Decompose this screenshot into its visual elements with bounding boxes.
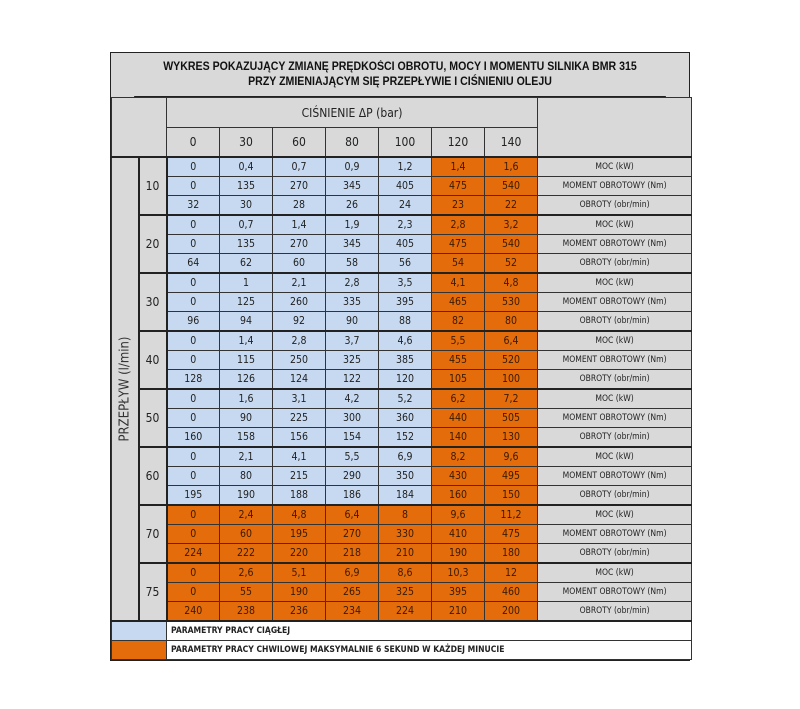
title-line-2: PRZY ZMIENIAJĄCYM SIĘ PRZEPŁYWIE I CIŚNIENIU OLEJU — [248, 75, 552, 88]
value-cell: 135 — [220, 235, 273, 254]
value-cell: 4,6 — [379, 331, 432, 351]
value-cell: 0,7 — [273, 157, 326, 177]
table-row — [112, 505, 692, 525]
value-cell: 6,4 — [485, 331, 538, 351]
value-cell: 88 — [379, 312, 432, 332]
pressure-col-header: 140 — [485, 128, 538, 158]
value-cell: 5,5 — [432, 331, 485, 351]
value-cell: 0 — [167, 505, 220, 525]
value-cell: 152 — [379, 428, 432, 448]
label-header-blank — [538, 98, 692, 158]
value-cell: 265 — [326, 583, 379, 602]
value-cell: 234 — [326, 602, 379, 622]
table-row — [112, 235, 692, 254]
value-cell: 1,6 — [220, 389, 273, 409]
value-cell: 186 — [326, 486, 379, 506]
value-cell: 1,2 — [379, 157, 432, 177]
value-cell: 225 — [273, 409, 326, 428]
value-cell: 56 — [379, 254, 432, 274]
value-cell: 224 — [379, 602, 432, 622]
row-label: MOC (kW) — [538, 215, 692, 235]
value-cell: 395 — [432, 583, 485, 602]
value-cell: 0 — [167, 467, 220, 486]
value-cell: 4,2 — [326, 389, 379, 409]
value-cell: 30 — [220, 196, 273, 216]
pressure-col-header: 60 — [273, 128, 326, 158]
value-cell: 210 — [432, 602, 485, 622]
flow-value: 50 — [139, 389, 167, 447]
value-cell: 260 — [273, 293, 326, 312]
table-row — [112, 428, 692, 448]
value-cell: 11,2 — [485, 505, 538, 525]
row-label: MOMENT OBROTOWY (Nm) — [538, 467, 692, 486]
value-cell: 4,1 — [432, 273, 485, 293]
value-cell: 10,3 — [432, 563, 485, 583]
value-cell: 8,6 — [379, 563, 432, 583]
value-cell: 2,1 — [220, 447, 273, 467]
value-cell: 0,4 — [220, 157, 273, 177]
value-cell: 188 — [273, 486, 326, 506]
value-cell: 7,2 — [485, 389, 538, 409]
value-cell: 124 — [273, 370, 326, 390]
pressure-col-header: 0 — [167, 128, 220, 158]
table-row — [112, 215, 692, 235]
value-cell: 300 — [326, 409, 379, 428]
value-cell: 0,7 — [220, 215, 273, 235]
value-cell: 530 — [485, 293, 538, 312]
value-cell: 2,8 — [273, 331, 326, 351]
value-cell: 4,8 — [273, 505, 326, 525]
value-cell: 94 — [220, 312, 273, 332]
table-row — [112, 293, 692, 312]
value-cell: 80 — [485, 312, 538, 332]
value-cell: 8,2 — [432, 447, 485, 467]
value-cell: 5,5 — [326, 447, 379, 467]
value-cell: 90 — [326, 312, 379, 332]
value-cell: 455 — [432, 351, 485, 370]
value-cell: 270 — [326, 525, 379, 544]
table-row — [112, 409, 692, 428]
value-cell: 190 — [432, 544, 485, 564]
value-cell: 128 — [167, 370, 220, 390]
value-cell: 350 — [379, 467, 432, 486]
value-cell: 130 — [485, 428, 538, 448]
value-cell: 60 — [273, 254, 326, 274]
value-cell: 0 — [167, 389, 220, 409]
table-row — [112, 389, 692, 409]
table-row — [112, 583, 692, 602]
value-cell: 335 — [326, 293, 379, 312]
value-cell: 520 — [485, 351, 538, 370]
flow-value: 10 — [139, 157, 167, 215]
value-cell: 0,9 — [326, 157, 379, 177]
value-cell: 3,7 — [326, 331, 379, 351]
row-label: MOC (kW) — [538, 157, 692, 177]
value-cell: 9,6 — [432, 505, 485, 525]
value-cell: 180 — [485, 544, 538, 564]
value-cell: 0 — [167, 177, 220, 196]
row-label: OBROTY (obr/min) — [538, 312, 692, 332]
value-cell: 6,4 — [326, 505, 379, 525]
value-cell: 360 — [379, 409, 432, 428]
value-cell: 64 — [167, 254, 220, 274]
table-row — [112, 544, 692, 564]
value-cell: 475 — [485, 525, 538, 544]
value-cell: 1,9 — [326, 215, 379, 235]
value-cell: 3,5 — [379, 273, 432, 293]
value-cell: 23 — [432, 196, 485, 216]
value-cell: 0 — [167, 447, 220, 467]
row-label: MOMENT OBROTOWY (Nm) — [538, 177, 692, 196]
value-cell: 345 — [326, 177, 379, 196]
row-label: MOC (kW) — [538, 331, 692, 351]
value-cell: 385 — [379, 351, 432, 370]
table-row — [112, 563, 692, 583]
flow-value: 60 — [139, 447, 167, 505]
row-label: MOC (kW) — [538, 447, 692, 467]
table-row — [112, 525, 692, 544]
flow-axis-text: PRZEPŁYW (l/min) — [117, 336, 133, 442]
table-row — [112, 331, 692, 351]
flow-value: 30 — [139, 273, 167, 331]
value-cell: 475 — [432, 235, 485, 254]
value-cell: 160 — [432, 486, 485, 506]
table-row — [112, 273, 692, 293]
value-cell: 140 — [432, 428, 485, 448]
value-cell: 12 — [485, 563, 538, 583]
value-cell: 345 — [326, 235, 379, 254]
value-cell: 32 — [167, 196, 220, 216]
value-cell: 52 — [485, 254, 538, 274]
value-cell: 6,9 — [379, 447, 432, 467]
value-cell: 0 — [167, 409, 220, 428]
value-cell: 240 — [167, 602, 220, 622]
value-cell: 96 — [167, 312, 220, 332]
row-label: OBROTY (obr/min) — [538, 486, 692, 506]
table-row — [112, 370, 692, 390]
title-line-1: WYKRES POKAZUJĄCY ZMIANĘ PRĘDKOŚCI OBROTU, MOCY I MOMENTU SILNIKA BMR 315 — [163, 60, 637, 73]
table-row — [112, 602, 692, 622]
value-cell: 22 — [485, 196, 538, 216]
row-label: MOC (kW) — [538, 563, 692, 583]
value-cell: 250 — [273, 351, 326, 370]
value-cell: 0 — [167, 273, 220, 293]
value-cell: 238 — [220, 602, 273, 622]
value-cell: 505 — [485, 409, 538, 428]
value-cell: 1,4 — [220, 331, 273, 351]
value-cell: 200 — [485, 602, 538, 622]
value-cell: 6,9 — [326, 563, 379, 583]
value-cell: 540 — [485, 177, 538, 196]
value-cell: 115 — [220, 351, 273, 370]
performance-table — [111, 97, 692, 660]
pressure-header: CIŚNIENIE ΔP (bar) — [167, 98, 538, 128]
row-label: OBROTY (obr/min) — [538, 544, 692, 564]
value-cell: 60 — [220, 525, 273, 544]
value-cell: 1,6 — [485, 157, 538, 177]
value-cell: 62 — [220, 254, 273, 274]
value-cell: 92 — [273, 312, 326, 332]
table-row — [112, 447, 692, 467]
value-cell: 0 — [167, 525, 220, 544]
corner-cell — [112, 98, 167, 158]
value-cell: 154 — [326, 428, 379, 448]
row-label: OBROTY (obr/min) — [538, 196, 692, 216]
value-cell: 100 — [485, 370, 538, 390]
flow-value: 20 — [139, 215, 167, 273]
value-cell: 0 — [167, 293, 220, 312]
value-cell: 440 — [432, 409, 485, 428]
value-cell: 215 — [273, 467, 326, 486]
value-cell: 195 — [273, 525, 326, 544]
value-cell: 5,2 — [379, 389, 432, 409]
value-cell: 122 — [326, 370, 379, 390]
value-cell: 3,2 — [485, 215, 538, 235]
value-cell: 395 — [379, 293, 432, 312]
value-cell: 2,3 — [379, 215, 432, 235]
flow-value: 40 — [139, 331, 167, 389]
pressure-col-header: 100 — [379, 128, 432, 158]
value-cell: 495 — [485, 467, 538, 486]
value-cell: 58 — [326, 254, 379, 274]
legend-row-continuous — [112, 621, 692, 641]
table-row — [112, 351, 692, 370]
table-row — [112, 177, 692, 196]
value-cell: 270 — [273, 177, 326, 196]
value-cell: 156 — [273, 428, 326, 448]
value-cell: 0 — [167, 351, 220, 370]
table-row — [112, 486, 692, 506]
value-cell: 465 — [432, 293, 485, 312]
legend-text-intermittent: PARAMETRY PRACY CHWILOWEJ MAKSYMALNIE 6 SEKUND W KAŻDEJ MINUCIE — [167, 641, 692, 660]
row-label: OBROTY (obr/min) — [538, 370, 692, 390]
performance-table-panel — [110, 52, 690, 661]
value-cell: 158 — [220, 428, 273, 448]
value-cell: 330 — [379, 525, 432, 544]
value-cell: 218 — [326, 544, 379, 564]
value-cell: 0 — [167, 583, 220, 602]
table-row — [112, 467, 692, 486]
value-cell: 405 — [379, 235, 432, 254]
value-cell: 8 — [379, 505, 432, 525]
value-cell: 410 — [432, 525, 485, 544]
row-label: MOMENT OBROTOWY (Nm) — [538, 293, 692, 312]
value-cell: 3,1 — [273, 389, 326, 409]
pressure-col-header: 120 — [432, 128, 485, 158]
table-row — [112, 312, 692, 332]
row-label: MOC (kW) — [538, 505, 692, 525]
value-cell: 1 — [220, 273, 273, 293]
legend-swatch-intermittent — [112, 641, 167, 660]
value-cell: 224 — [167, 544, 220, 564]
value-cell: 150 — [485, 486, 538, 506]
flow-value: 70 — [139, 505, 167, 563]
row-label: OBROTY (obr/min) — [538, 428, 692, 448]
row-label: MOMENT OBROTOWY (Nm) — [538, 525, 692, 544]
row-label: OBROTY (obr/min) — [538, 602, 692, 622]
value-cell: 1,4 — [273, 215, 326, 235]
value-cell: 270 — [273, 235, 326, 254]
row-label: MOMENT OBROTOWY (Nm) — [538, 351, 692, 370]
row-label: MOC (kW) — [538, 389, 692, 409]
value-cell: 475 — [432, 177, 485, 196]
value-cell: 28 — [273, 196, 326, 216]
value-cell: 460 — [485, 583, 538, 602]
value-cell: 24 — [379, 196, 432, 216]
row-label: MOC (kW) — [538, 273, 692, 293]
value-cell: 222 — [220, 544, 273, 564]
pressure-col-header: 80 — [326, 128, 379, 158]
value-cell: 540 — [485, 235, 538, 254]
value-cell: 0 — [167, 215, 220, 235]
legend-row-intermittent — [112, 641, 692, 660]
value-cell: 5,1 — [273, 563, 326, 583]
row-label: MOMENT OBROTOWY (Nm) — [538, 409, 692, 428]
value-cell: 6,2 — [432, 389, 485, 409]
value-cell: 2,8 — [432, 215, 485, 235]
value-cell: 125 — [220, 293, 273, 312]
value-cell: 0 — [167, 563, 220, 583]
row-label: MOMENT OBROTOWY (Nm) — [538, 235, 692, 254]
value-cell: 80 — [220, 467, 273, 486]
value-cell: 0 — [167, 331, 220, 351]
flow-axis-label — [112, 157, 139, 621]
value-cell: 2,4 — [220, 505, 273, 525]
value-cell: 54 — [432, 254, 485, 274]
table-row — [112, 196, 692, 216]
value-cell: 55 — [220, 583, 273, 602]
value-cell: 430 — [432, 467, 485, 486]
value-cell: 0 — [167, 157, 220, 177]
table-row — [112, 254, 692, 274]
value-cell: 2,1 — [273, 273, 326, 293]
table-row — [112, 157, 692, 177]
value-cell: 236 — [273, 602, 326, 622]
value-cell: 405 — [379, 177, 432, 196]
legend-text-continuous: PARAMETRY PRACY CIĄGŁEJ — [167, 621, 692, 641]
value-cell: 190 — [273, 583, 326, 602]
pressure-col-header: 30 — [220, 128, 273, 158]
value-cell: 126 — [220, 370, 273, 390]
value-cell: 210 — [379, 544, 432, 564]
legend-swatch-continuous — [112, 621, 167, 641]
value-cell: 105 — [432, 370, 485, 390]
value-cell: 0 — [167, 235, 220, 254]
value-cell: 325 — [326, 351, 379, 370]
value-cell: 4,1 — [273, 447, 326, 467]
value-cell: 2,8 — [326, 273, 379, 293]
value-cell: 160 — [167, 428, 220, 448]
flow-value: 75 — [139, 563, 167, 621]
value-cell: 184 — [379, 486, 432, 506]
value-cell: 90 — [220, 409, 273, 428]
value-cell: 82 — [432, 312, 485, 332]
row-label: OBROTY (obr/min) — [538, 254, 692, 274]
value-cell: 1,4 — [432, 157, 485, 177]
value-cell: 195 — [167, 486, 220, 506]
table-title — [134, 53, 666, 97]
value-cell: 325 — [379, 583, 432, 602]
value-cell: 290 — [326, 467, 379, 486]
value-cell: 220 — [273, 544, 326, 564]
value-cell: 135 — [220, 177, 273, 196]
value-cell: 2,6 — [220, 563, 273, 583]
value-cell: 26 — [326, 196, 379, 216]
row-label: MOMENT OBROTOWY (Nm) — [538, 583, 692, 602]
value-cell: 4,8 — [485, 273, 538, 293]
value-cell: 190 — [220, 486, 273, 506]
value-cell: 9,6 — [485, 447, 538, 467]
value-cell: 120 — [379, 370, 432, 390]
